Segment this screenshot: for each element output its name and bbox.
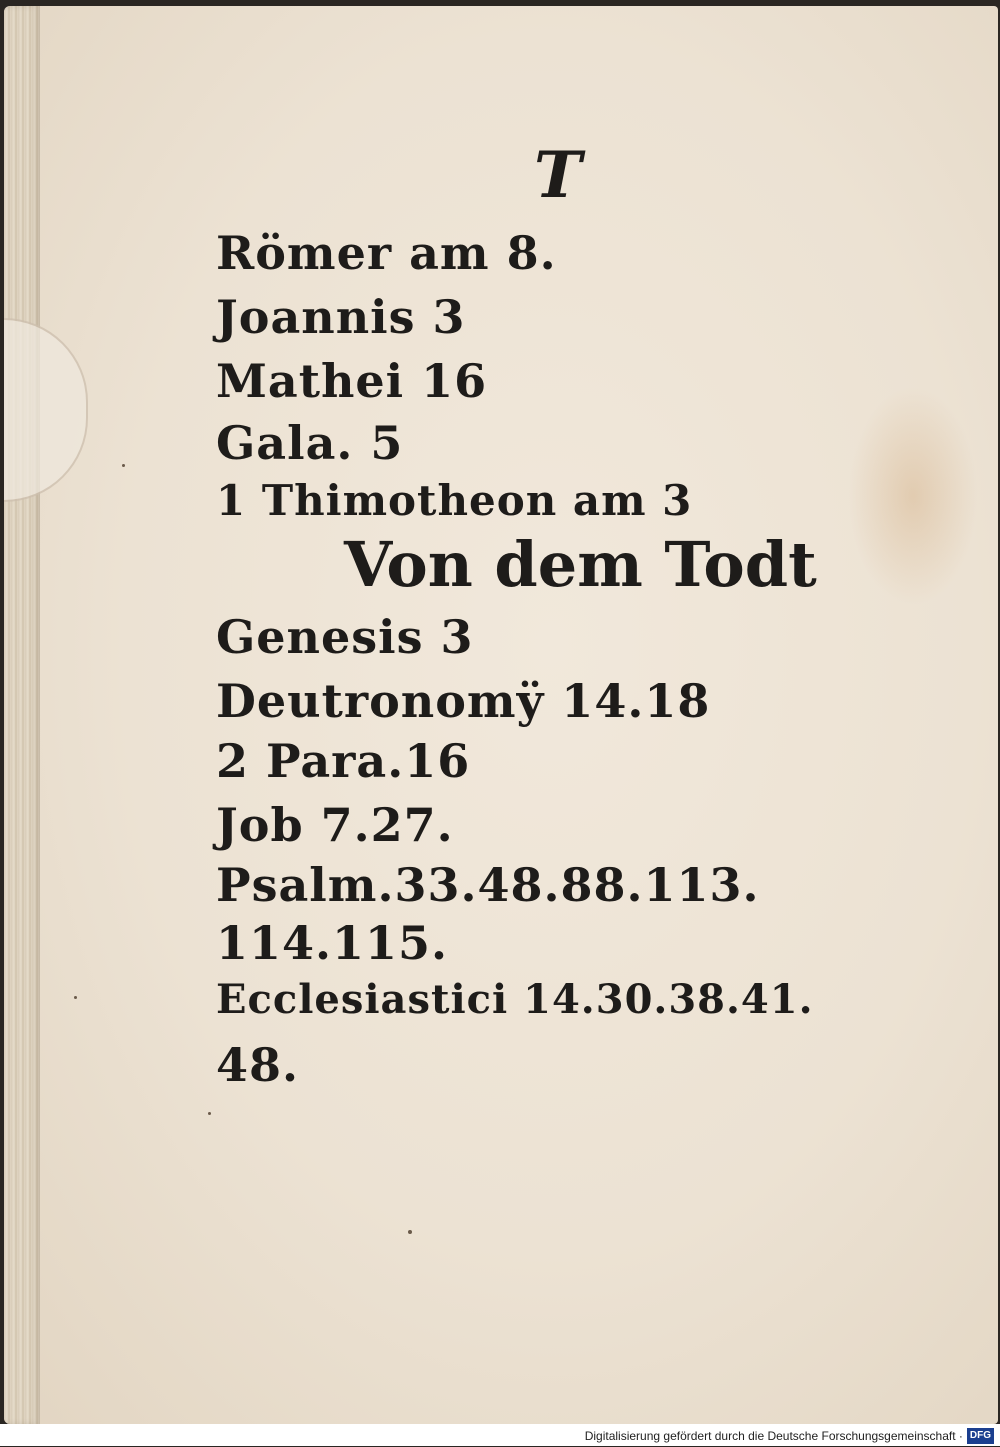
text-line: Genesis 3 [216, 610, 474, 664]
initial-letter: T [534, 138, 582, 213]
text-line: Psalm.33.48.88.113. [216, 858, 760, 912]
text-line: 48. [216, 1038, 300, 1092]
text-line: Joannis 3 [216, 290, 466, 344]
section-heading: Von dem Todt [344, 528, 817, 601]
text-line: 1 Thimotheon am 3 [216, 476, 693, 525]
ink-speck [122, 464, 125, 467]
text-line: Deutronomÿ 14.18 [216, 674, 711, 728]
page-edges [4, 6, 40, 1424]
ink-speck [408, 1230, 412, 1234]
text-line: Römer am 8. [216, 226, 557, 280]
text-line: 2 Para.16 [216, 734, 471, 788]
page-tab-clip [4, 318, 88, 502]
text-line: Mathei 16 [216, 354, 488, 408]
text-line: 114.115. [216, 916, 449, 970]
dfg-logo: DFG [967, 1428, 994, 1444]
text-line: Job 7.27. [216, 798, 454, 852]
paper-stain [848, 386, 978, 606]
text-line: Ecclesiastici 14.30.38.41. [216, 976, 814, 1023]
text-line: Gala. 5 [216, 416, 404, 470]
ink-speck [208, 1112, 211, 1115]
digitization-footer [0, 1424, 1000, 1446]
ink-speck [74, 996, 77, 999]
book-page [4, 6, 998, 1424]
footer-credit: Digitalisierung gefördert durch die Deutsche Forschungsgemeinschaft · [584, 1428, 963, 1443]
